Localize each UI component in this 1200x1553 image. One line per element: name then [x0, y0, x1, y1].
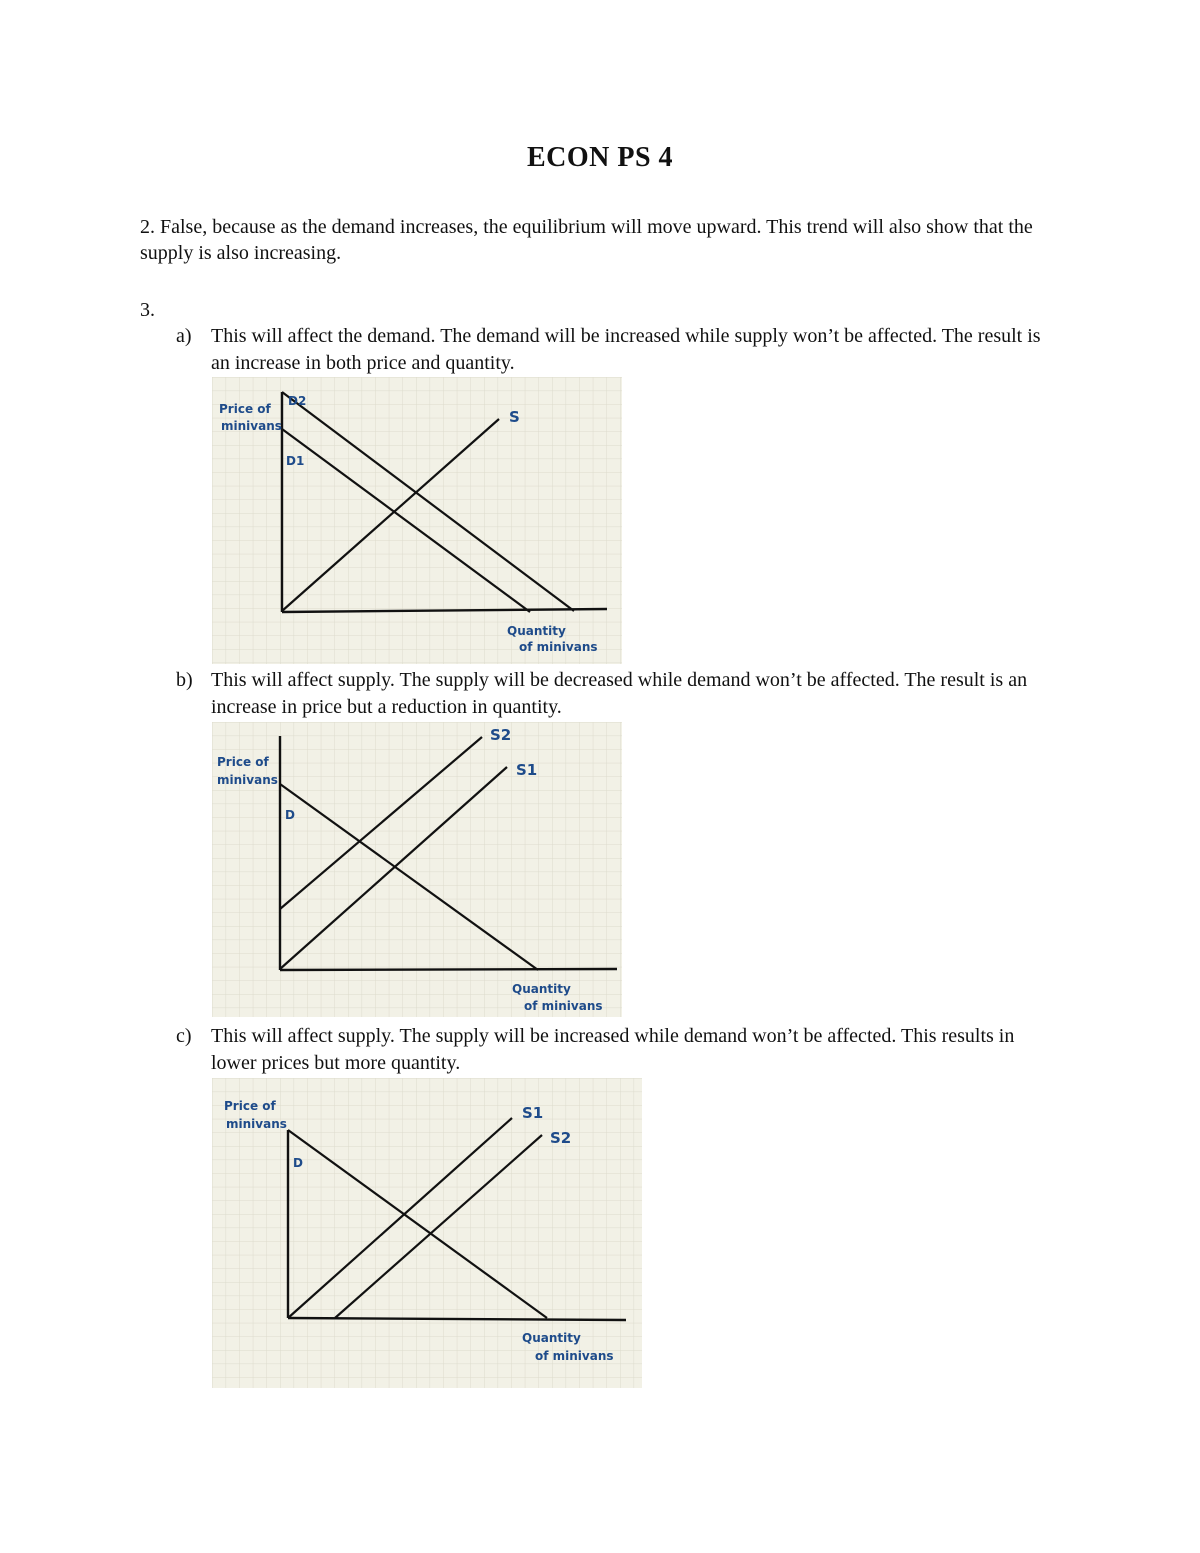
x-axis — [280, 969, 617, 970]
curve-label-d1: D1 — [286, 454, 305, 468]
question-3-label: 3. — [140, 299, 155, 321]
curve-label-s2: S2 — [490, 726, 512, 744]
graph-demand-increase — [212, 377, 622, 664]
x-axis-label: Quantity — [512, 982, 571, 996]
curve-label-s1: S1 — [516, 761, 538, 779]
svg-text:of minivans: of minivans — [524, 999, 603, 1013]
curve-label-s1: S1 — [522, 1104, 544, 1122]
y-axis-label: Price of — [217, 755, 269, 769]
curve-label-s: S — [509, 408, 520, 426]
document-title: ECON PS 4 — [526, 142, 674, 173]
answer-2: 2. False, because as the demand increases, the equilibrium will move upward. This trend will also show that the supply is also increasing. — [140, 216, 1033, 264]
item-text: This will affect the demand. The demand will be increased while supply won’t be affected. The result is an increase in both price and quantity. — [211, 325, 1041, 374]
curve-label-s2: S2 — [550, 1129, 572, 1147]
svg-text:minivans: minivans — [221, 419, 282, 433]
svg-text:of minivans: of minivans — [519, 640, 598, 654]
svg-text:minivans: minivans — [217, 773, 278, 787]
item-marker: b) — [176, 669, 193, 691]
item-marker: a) — [176, 325, 192, 347]
graph-supply-increase — [212, 1078, 642, 1388]
item-marker: c) — [176, 1025, 192, 1047]
item-text: This will affect supply. The supply will be decreased while demand won’t be affected. The result is an increase in price but a reduction in quantity. — [211, 669, 1028, 718]
x-axis-label: Quantity — [507, 624, 566, 638]
curve-label-d2: D2 — [288, 394, 307, 408]
y-axis-label: Price of — [224, 1099, 276, 1113]
svg-text:of minivans: of minivans — [535, 1349, 614, 1363]
curve-label-d: D — [285, 808, 295, 822]
y-axis-label: Price of — [219, 402, 271, 416]
item-text: This will affect supply. The supply will be increased while demand won’t be affected. This results in lower prices but more quantity. — [211, 1025, 1015, 1074]
x-axis-label: Quantity — [522, 1331, 581, 1345]
graph-supply-decrease — [212, 722, 622, 1017]
curve-label-d: D — [293, 1156, 303, 1170]
svg-text:minivans: minivans — [226, 1117, 287, 1131]
